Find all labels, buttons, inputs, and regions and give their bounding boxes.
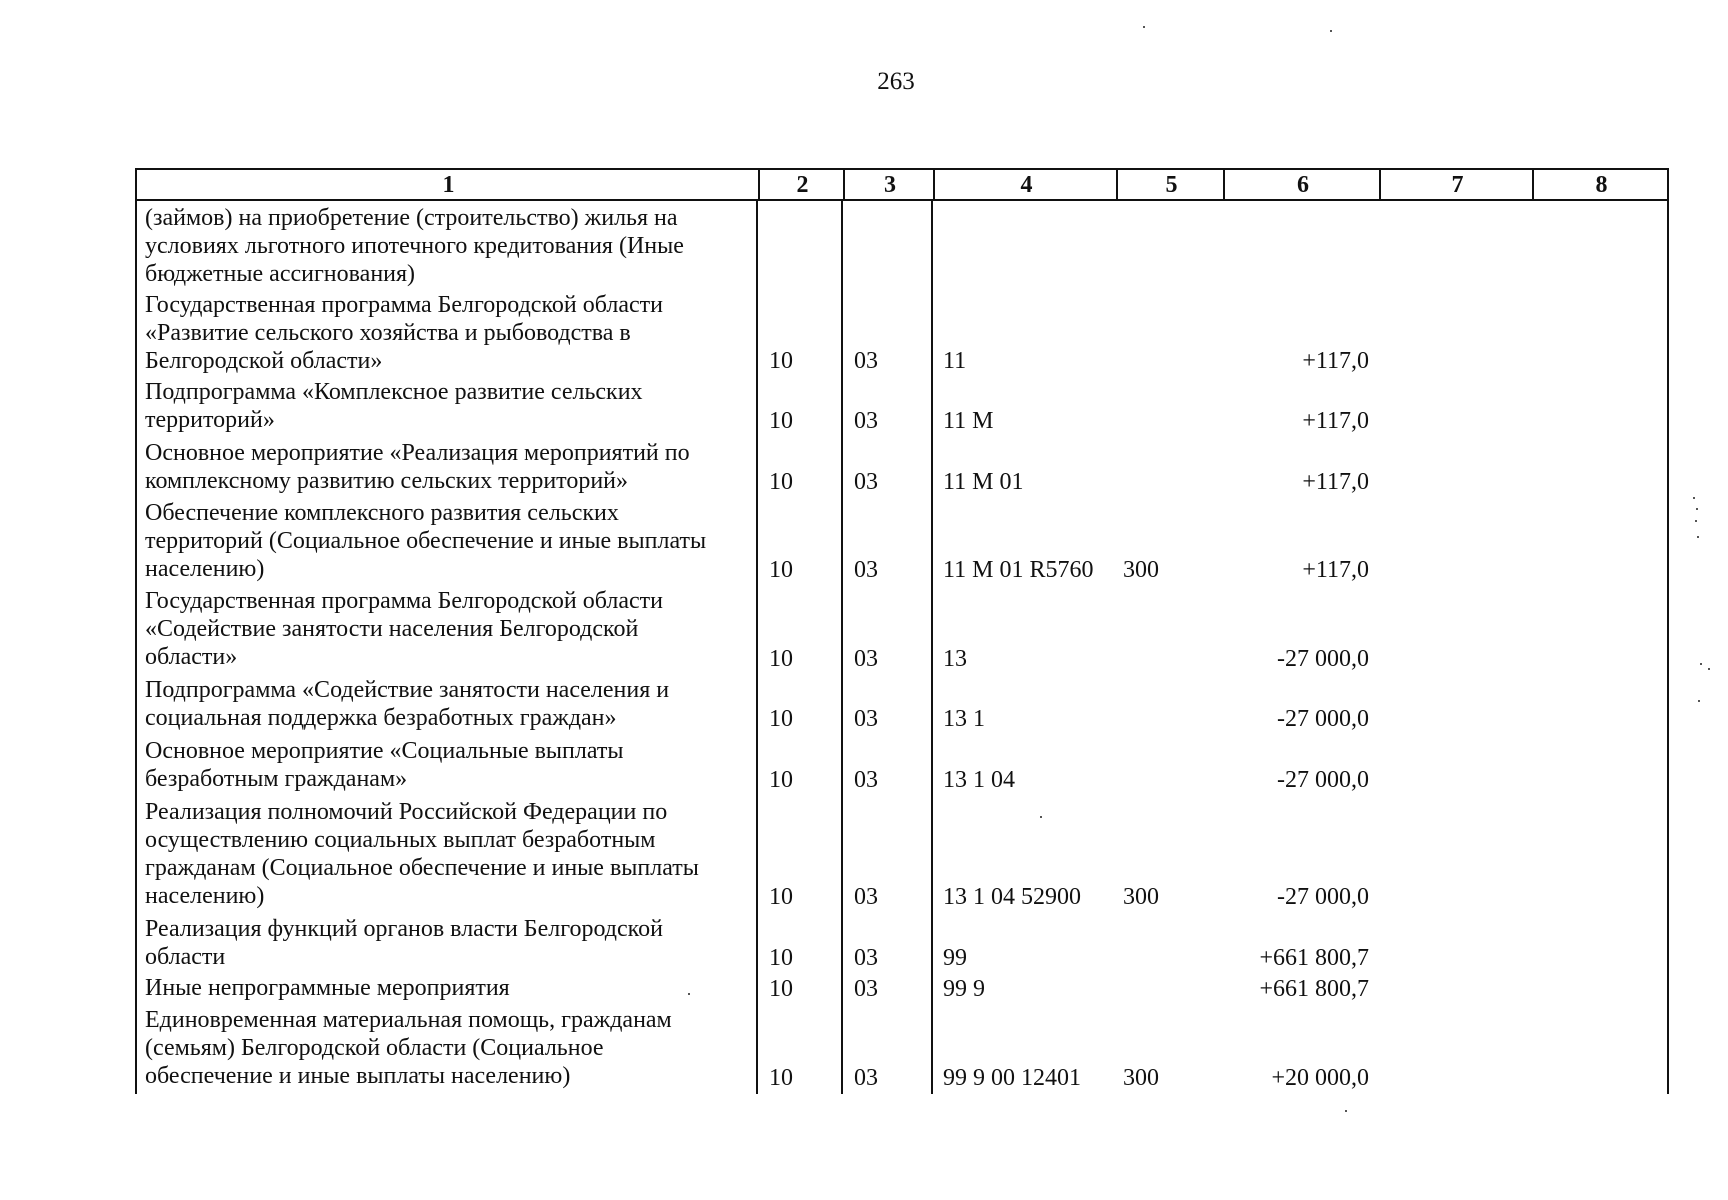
row-name-line: «Развитие сельского хозяйства и рыбоводства в <box>145 320 631 346</box>
subsection-code: 03 <box>854 469 878 495</box>
subsection-code: 03 <box>854 1065 878 1091</box>
header-divider <box>1379 170 1381 201</box>
table-row <box>135 974 1669 1003</box>
expense-type-code: 300 <box>1123 1065 1159 1091</box>
row-name-line: условиях льготного ипотечного кредитования (Иные <box>145 233 684 259</box>
row-name <box>145 1006 745 1090</box>
budget-table <box>135 168 1669 1094</box>
page-number: 263 <box>877 68 915 95</box>
section-code: 10 <box>769 767 793 793</box>
row-name-line: обеспечение и иные выплаты населению) <box>145 1063 571 1089</box>
scan-speck <box>1708 668 1710 670</box>
amount-change: -27 000,0 <box>1277 646 1369 672</box>
row-name-line: осуществлению социальных выплат безработным <box>145 827 656 853</box>
header-divider <box>1223 170 1225 201</box>
subsection-code: 03 <box>854 945 878 971</box>
row-name-line: населению) <box>145 556 265 582</box>
subsection-code: 03 <box>854 557 878 583</box>
header-col-5: 5 <box>1165 172 1178 198</box>
header-col-3: 3 <box>884 172 896 198</box>
row-name <box>145 291 745 375</box>
row-name-line: Государственная программа Белгородской области <box>145 588 663 614</box>
table-row <box>135 676 1669 733</box>
header-col-7: 7 <box>1451 172 1464 198</box>
section-code: 10 <box>769 408 793 434</box>
row-name-line: гражданам (Социальное обеспечение и иные выплаты <box>145 855 699 881</box>
row-name-line: Государственная программа Белгородской области <box>145 292 663 318</box>
row-name-line: Подпрограмма «Комплексное развитие сельских <box>145 379 643 405</box>
scan-speck <box>1696 508 1698 510</box>
amount-change: +20 000,0 <box>1271 1065 1369 1091</box>
row-name-line: территорий» <box>145 407 275 433</box>
amount-change: +661 800,7 <box>1259 945 1369 971</box>
header-col-6: 6 <box>1297 172 1309 198</box>
target-article-code: 99 9 00 12401 <box>943 1065 1081 1091</box>
table-row <box>135 798 1669 911</box>
row-name-line: «Содействие занятости населения Белгородской <box>145 616 639 642</box>
header-divider <box>1532 170 1534 201</box>
target-article-code: 99 9 <box>943 976 985 1002</box>
row-name <box>145 676 745 732</box>
amount-change: +661 800,7 <box>1259 976 1369 1002</box>
amount-change: -27 000,0 <box>1277 706 1369 732</box>
row-name-line: области» <box>145 644 238 670</box>
row-name <box>145 439 745 495</box>
table-row <box>135 737 1669 794</box>
scan-speck <box>1697 536 1699 538</box>
target-article-code: 13 1 04 52900 <box>943 884 1081 910</box>
row-name-line: территорий (Социальное обеспечение и иные выплаты <box>145 528 707 554</box>
row-name-line: Основное мероприятие «Реализация мероприятий по <box>145 440 690 466</box>
target-article-code: 11 М 01 <box>943 469 1024 495</box>
row-name-line: (семьям) Белгородской области (Социальное <box>145 1035 604 1061</box>
section-code: 10 <box>769 706 793 732</box>
amount-change: -27 000,0 <box>1277 767 1369 793</box>
row-name-line: Белгородской области» <box>145 348 383 374</box>
header-col-8: 8 <box>1595 172 1608 198</box>
target-article-code: 13 1 04 <box>943 767 1015 793</box>
row-name-line: Иные непрограммные мероприятия <box>145 975 510 1001</box>
row-name <box>145 974 745 1002</box>
scan-speck <box>1040 816 1042 818</box>
section-code: 10 <box>769 557 793 583</box>
target-article-code: 11 М <box>943 408 994 434</box>
scan-speck <box>1143 26 1145 28</box>
row-name-line: Подпрограмма «Содействие занятости населения и <box>145 677 670 703</box>
expense-type-code: 300 <box>1123 557 1159 583</box>
row-name-line: (займов) на приобретение (строительство) жилья на <box>145 205 678 231</box>
table-body <box>135 201 1669 1094</box>
row-name-line: области <box>145 944 226 970</box>
row-name <box>145 798 745 910</box>
target-article-code: 11 М 01 R5760 <box>943 557 1094 583</box>
header-divider <box>843 170 845 201</box>
header-col-1: 1 <box>442 172 455 198</box>
scan-speck <box>1698 700 1700 702</box>
row-name-line: бюджетные ассигнования) <box>145 261 416 287</box>
subsection-code: 03 <box>854 884 878 910</box>
row-name <box>145 915 745 971</box>
scan-speck <box>1693 497 1695 499</box>
amount-change: -27 000,0 <box>1277 884 1369 910</box>
table-row <box>135 915 1669 972</box>
subsection-code: 03 <box>854 348 878 374</box>
row-name <box>145 378 745 434</box>
target-article-code: 13 1 <box>943 706 985 732</box>
row-name-line: Реализация полномочий Российской Федерации по <box>145 799 668 825</box>
table-header-row <box>135 168 1669 201</box>
subsection-code: 03 <box>854 408 878 434</box>
row-name-line: социальная поддержка безработных граждан» <box>145 705 617 731</box>
row-name-line: населению) <box>145 883 265 909</box>
scan-speck <box>1695 520 1697 522</box>
section-code: 10 <box>769 348 793 374</box>
section-code: 10 <box>769 646 793 672</box>
header-divider <box>1116 170 1118 201</box>
table-row <box>135 378 1669 435</box>
table-row <box>135 439 1669 496</box>
table-row <box>135 499 1669 584</box>
target-article-code: 11 <box>943 348 967 374</box>
row-name-line: комплексному развитию сельских территорий» <box>145 468 629 494</box>
subsection-code: 03 <box>854 646 878 672</box>
subsection-code: 03 <box>854 976 878 1002</box>
row-name <box>145 587 745 671</box>
target-article-code: 99 <box>943 945 967 971</box>
row-name-line: Основное мероприятие «Социальные выплаты <box>145 738 624 764</box>
table-row <box>135 291 1669 375</box>
header-col-2: 2 <box>796 172 809 198</box>
scan-speck <box>688 993 690 995</box>
section-code: 10 <box>769 1065 793 1091</box>
header-col-4: 4 <box>1020 172 1033 198</box>
scan-speck <box>1330 30 1332 32</box>
row-name-line: Единовременная материальная помощь, гражданам <box>145 1007 672 1033</box>
row-name-line: Обеспечение комплексного развития сельских <box>145 500 619 526</box>
table-row <box>135 204 1669 288</box>
section-code: 10 <box>769 976 793 1002</box>
row-name <box>145 499 745 583</box>
amount-change: +117,0 <box>1302 408 1369 434</box>
section-code: 10 <box>769 945 793 971</box>
section-code: 10 <box>769 884 793 910</box>
amount-change: +117,0 <box>1302 469 1369 495</box>
row-name <box>145 737 745 793</box>
scan-speck <box>1700 663 1702 665</box>
row-name-line: безработным гражданам» <box>145 766 408 792</box>
expense-type-code: 300 <box>1123 884 1159 910</box>
row-name-line: Реализация функций органов власти Белгородской <box>145 916 663 942</box>
header-divider <box>933 170 935 201</box>
row-name <box>145 204 745 288</box>
subsection-code: 03 <box>854 706 878 732</box>
table-row <box>135 1006 1669 1092</box>
section-code: 10 <box>769 469 793 495</box>
amount-change: +117,0 <box>1302 557 1369 583</box>
table-row <box>135 587 1669 673</box>
target-article-code: 13 <box>943 646 967 672</box>
scan-speck <box>1345 1110 1347 1112</box>
amount-change: +117,0 <box>1302 348 1369 374</box>
subsection-code: 03 <box>854 767 878 793</box>
header-divider <box>758 170 760 201</box>
